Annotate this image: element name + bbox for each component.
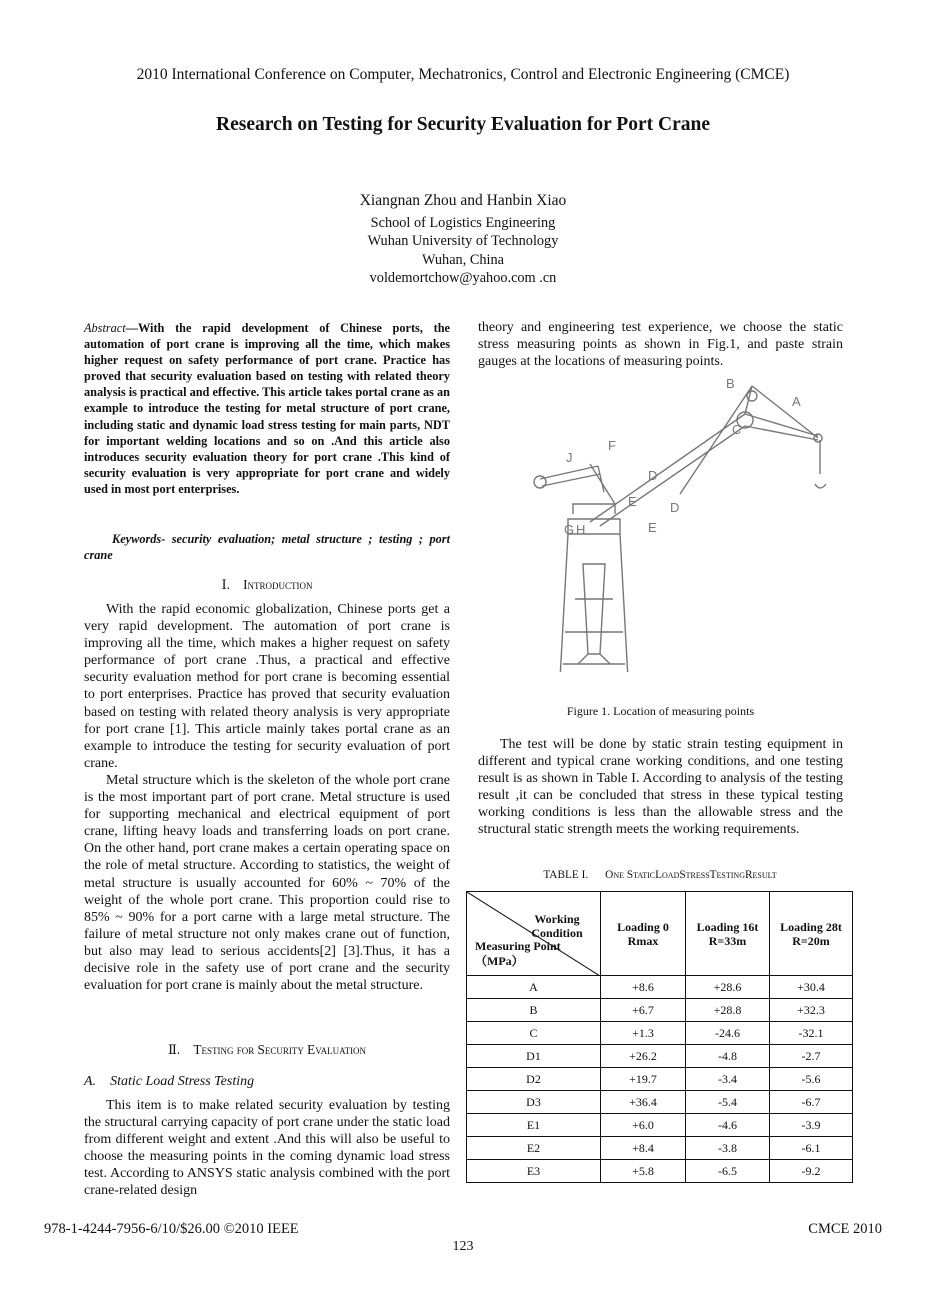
value-cell: +8.6	[601, 976, 686, 999]
table-row	[467, 1045, 853, 1068]
value-cell: -4.8	[686, 1045, 770, 1068]
table-row	[467, 976, 853, 999]
value-cell: -4.6	[686, 1114, 770, 1137]
affiliation-university: Wuhan University of Technology	[367, 233, 559, 250]
table-caption-title: One StaticLoadStressTestingResult	[605, 869, 777, 881]
figure-label: J	[566, 450, 573, 465]
point-cell: D3	[467, 1091, 601, 1114]
introduction-body	[84, 601, 450, 994]
table-caption-label: TABLE I.	[543, 869, 589, 881]
point-cell: A	[467, 976, 601, 999]
affiliation-school: School of Logistics Engineering	[370, 215, 556, 231]
value-cell: -9.2	[770, 1160, 853, 1183]
keywords: Keywords- security evaluation; metal structure ; testing ; port crane	[84, 532, 450, 562]
value-cell: +28.6	[686, 976, 770, 999]
paragraph: This item is to make related security evaluation by testing the structural carrying capacity of port crane under the static load from different weight and extent .And this will also be useful to choose the measuring points in the coming dynamic load stress test. According to ANSYS static analysis combined with the port crane-related design	[84, 1098, 450, 1199]
value-cell: +30.4	[770, 976, 853, 999]
table-row	[467, 999, 853, 1022]
table-row	[467, 1114, 853, 1137]
section-heading-introduction	[84, 577, 450, 593]
section-heading-testing	[84, 1042, 450, 1058]
table-row	[467, 1068, 853, 1091]
table-row	[467, 1022, 853, 1045]
figure-label: A	[792, 394, 801, 409]
column-header: Loading 16t R=33m	[686, 892, 770, 976]
results-table-wrapper	[466, 891, 853, 1183]
abstract	[84, 320, 450, 497]
table-header-row	[467, 892, 853, 976]
value-cell: +32.3	[770, 999, 853, 1022]
paragraph: Metal structure which is the skeleton of the whole port crane is the most important part of port crane. Metal structure is used for supporting mechanical and electrical equipment of port crane, lifting heavy loads and transferring loads on port crane. On the other hand, port crane makes a certain operating space on the role of metal structure. According to statistics, the weight of metal structure is usually accounted for 60% ~ 70% of the weight of the whole port crane. This proportion could rise to 85% ~ 90% for a port carne with a large metal structure. The failure of metal structure not only makes crane out of function, but also may lead to serious accidents[2] [3].Thus, it has a decisive role in the safety use of port crane and the security evaluation for port crane is mainly about the metal structure.	[84, 772, 450, 994]
section-title: Introduction	[243, 577, 313, 592]
figure-label: D	[670, 500, 680, 515]
affiliation-block	[0, 214, 926, 287]
value-cell: -6.1	[770, 1137, 853, 1160]
page-number: 123	[452, 1239, 474, 1254]
figure-label: F	[608, 438, 616, 453]
figure-label: G	[564, 522, 575, 537]
figure-label: E	[648, 520, 657, 535]
paragraph: theory and engineering test experience, we choose the static stress measuring points as shown in Fig.1, and paste strain gauges at the locations of measuring points.	[478, 320, 843, 370]
table-row	[467, 1091, 853, 1114]
point-cell: E2	[467, 1137, 601, 1160]
table-caption	[466, 869, 854, 881]
column-header: Loading 0 Rmax	[601, 892, 686, 976]
value-cell: -5.4	[686, 1091, 770, 1114]
right-paragraph-1	[478, 319, 843, 370]
paragraph: The test will be done by static strain testing equipment in different and typical crane working conditions, and one testing result is as shown in Table I. According to analysis of the testing result ,it can be concluded that stress in these typical testing working conditions is less than the allowable stress and the structural static strength meets the working requirements.	[478, 737, 843, 838]
figure-label: B	[726, 376, 735, 391]
value-cell: +6.0	[601, 1114, 686, 1137]
value-cell: -24.6	[686, 1022, 770, 1045]
table-row	[467, 1160, 853, 1183]
abstract-label: Abstract	[84, 321, 126, 335]
value-cell: +19.7	[601, 1068, 686, 1091]
paragraph: With the rapid economic globalization, Chinese ports get a very rapid development. The automation of port crane is improving all the time, which makes a higher request on safety performance of port crane .Thus, a practical and effective security evaluation method for port crane is becoming essential to port enterprises. Practice has proved that security evaluation based on testing with related theory analysis is very appropriate for port crane [1]. This article mainly takes portal crane as an example to introduce the testing for security evaluation of port crane.	[84, 602, 450, 771]
point-cell: E1	[467, 1114, 601, 1137]
point-cell: B	[467, 999, 601, 1022]
author-email: voldemortchow@yahoo.com .cn	[369, 269, 557, 286]
subsection-label: A.	[84, 1074, 97, 1089]
results-table	[466, 891, 853, 1183]
paper-authors: Xiangnan Zhou and Hanbin Xiao	[359, 192, 567, 209]
section-number: Ⅰ.	[221, 577, 230, 592]
figure-label: C	[732, 422, 742, 437]
value-cell: -6.5	[686, 1160, 770, 1183]
paper-title: Research on Testing for Security Evaluation for Port Crane	[216, 114, 710, 135]
value-cell: -3.9	[770, 1114, 853, 1137]
table-row	[467, 1137, 853, 1160]
value-cell: +6.7	[601, 999, 686, 1022]
figure-caption: Figure 1. Location of measuring points	[566, 704, 755, 718]
value-cell: -5.6	[770, 1068, 853, 1091]
corner-bottom-label: Measuring Point（MPa）	[475, 939, 561, 968]
figure-label: E	[628, 494, 637, 509]
corner-top-label: Working Condition	[531, 912, 583, 940]
value-cell: +8.4	[601, 1137, 686, 1160]
footer-venue: CMCE 2010	[808, 1221, 882, 1237]
crane-figure	[520, 374, 832, 672]
value-cell: +26.2	[601, 1045, 686, 1068]
subsection-title: Static Load Stress Testing	[110, 1074, 255, 1089]
value-cell: +5.8	[601, 1160, 686, 1183]
column-header: Loading 28t R=20m	[770, 892, 853, 976]
value-cell: +28.8	[686, 999, 770, 1022]
point-cell: E3	[467, 1160, 601, 1183]
point-cell: D1	[467, 1045, 601, 1068]
value-cell: -3.8	[686, 1137, 770, 1160]
affiliation-location: Wuhan, China	[421, 251, 504, 268]
abstract-text: With the rapid development of Chinese ports, the automation of port crane is improving all the time, which makes higher request on safety performance of port crane. Practice has proved that security evaluation based on testing with related theory analysis is practical and effective. This article takes portal crane as an example to introduce the testing for metal structure of port crane, including static and dynamic load stress testing for main parts, NDT for important welding locations and so on .And this article also introduces security evaluation theory for port crane .This kind of security evaluation is very appropriate for port crane and widely used in most port enterprises.	[84, 321, 450, 496]
static-load-body	[84, 1097, 450, 1200]
figure-label: H	[576, 522, 586, 537]
value-cell: +1.3	[601, 1022, 686, 1045]
value-cell: +36.4	[601, 1091, 686, 1114]
abstract-dash: —	[125, 321, 138, 335]
footer-isbn: 978-1-4244-7956-6/10/$26.00 ©2010 IEEE	[44, 1221, 299, 1237]
value-cell: -32.1	[770, 1022, 853, 1045]
figure-label: D	[648, 468, 658, 483]
right-paragraph-2	[478, 736, 843, 839]
section-number: Ⅱ.	[167, 1042, 181, 1057]
conference-header: 2010 International Conference on Computer, Mechatronics, Control and Electronic Engineering (CMCE)	[136, 66, 790, 83]
subsection-heading-static	[84, 1074, 450, 1090]
value-cell: -3.4	[686, 1068, 770, 1091]
value-cell: -6.7	[770, 1091, 853, 1114]
point-cell: D2	[467, 1068, 601, 1091]
section-title: Testing for Security Evaluation	[193, 1042, 367, 1057]
value-cell: -2.7	[770, 1045, 853, 1068]
point-cell: C	[467, 1022, 601, 1045]
table-corner-cell	[467, 892, 601, 976]
